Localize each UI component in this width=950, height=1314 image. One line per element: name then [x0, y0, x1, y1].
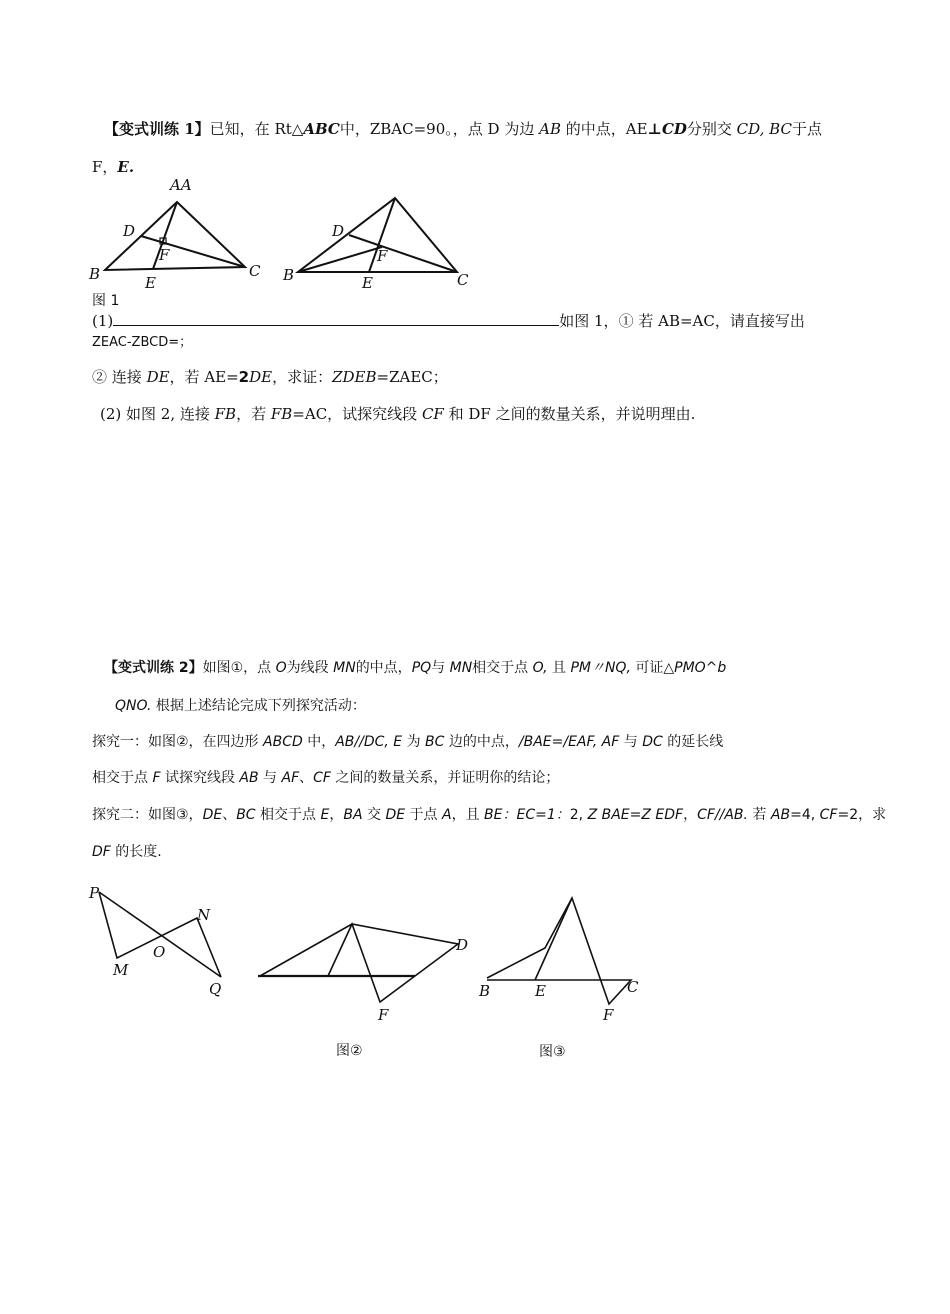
ex2-explore1: 探究一：如图②，在四边形 ABCD 中，AB//DC, E 为 BC 边的中点，/BAE=/EAF, AF 与 DC 的延长线 — [92, 734, 724, 750]
ex2-explore2-cont: DF 的长度. — [92, 844, 162, 860]
label-E2: E — [362, 274, 373, 292]
label-O: O — [153, 943, 166, 961]
ex1-q1-line2: ZEAC-ZBCD=； — [92, 335, 193, 350]
label-D: D — [123, 222, 136, 240]
label-C: C — [627, 978, 639, 996]
figure-1-pmnq — [85, 880, 245, 1000]
figure-2-quadrilateral — [250, 910, 480, 1070]
ex1-heading: 【变式训练 1】 — [104, 120, 210, 138]
ex1-q1: (1) 如图 1，① 若 AB=AC，请直接写出 — [92, 312, 805, 330]
ex2-heading: 【变式训练 2】 — [104, 660, 203, 676]
ex1-line1: 【变式训练 1】已知，在 Rt△ABC中，ZBAC=90。，点 D 为边 AB 的中点，AE⊥CD分别交 CD, BC于点 — [104, 120, 822, 138]
ex1-line2: F，E. — [92, 158, 135, 176]
label-B: B — [479, 982, 491, 1000]
label-B2: B — [283, 266, 295, 284]
label-E: E — [535, 982, 546, 1000]
figure1-caption: 图 1 — [92, 293, 120, 309]
label-M: M — [113, 961, 129, 979]
ex1-q2: (2) 如图 2, 连接 FB，若 FB=AC，试探究线段 CF 和 DF 之间的数量关系，并说明理由. — [100, 405, 696, 423]
label-C: C — [249, 262, 261, 280]
label-N: N — [197, 906, 211, 924]
label-C2: C — [457, 271, 469, 289]
label-D: D — [456, 936, 469, 954]
label-Q: Q — [209, 980, 222, 998]
figure-2-caption: 图② — [336, 1043, 363, 1059]
ex1-figure — [85, 172, 485, 302]
label-P: P — [89, 884, 100, 902]
label-B: B — [89, 265, 101, 283]
ex1-q1-2: ② 连接 DE，若 AE=2DE，求证：ZDEB=ZAEC； — [92, 368, 448, 386]
answer-blank — [113, 312, 559, 326]
label-F2: F — [377, 247, 388, 265]
label-E: E — [145, 274, 156, 292]
label-F: F — [603, 1006, 614, 1024]
figure-3-intersecting — [475, 888, 650, 1063]
label-F: F — [378, 1006, 389, 1024]
ex2-explore2: 探究二：如图③，DE、BC 相交于点 E，BA 交 DE 于点 A，且 BE：EC=1：2, Z BAE=Z EDF，CF//AB. 若 AB=4, CF=2，求 — [92, 807, 887, 823]
ex2-line1: 【变式训练 2】如图①，点 O为线段 MN的中点，PQ与 MN相交于点 O, 且 PM〃NQ, 可证△PMO^b — [104, 660, 727, 676]
fig-top-label: AA — [170, 176, 192, 194]
label-F: F — [159, 246, 170, 264]
ex2-line2: QNO. 根据上述结论完成下列探究活动： — [115, 698, 366, 714]
ex2-explore1-cont: 相交于点 F 试探究线段 AB 与 AF、CF 之间的数量关系，并证明你的结论； — [92, 770, 560, 786]
figure-3-caption: 图③ — [539, 1044, 566, 1060]
label-D2: D — [332, 222, 345, 240]
